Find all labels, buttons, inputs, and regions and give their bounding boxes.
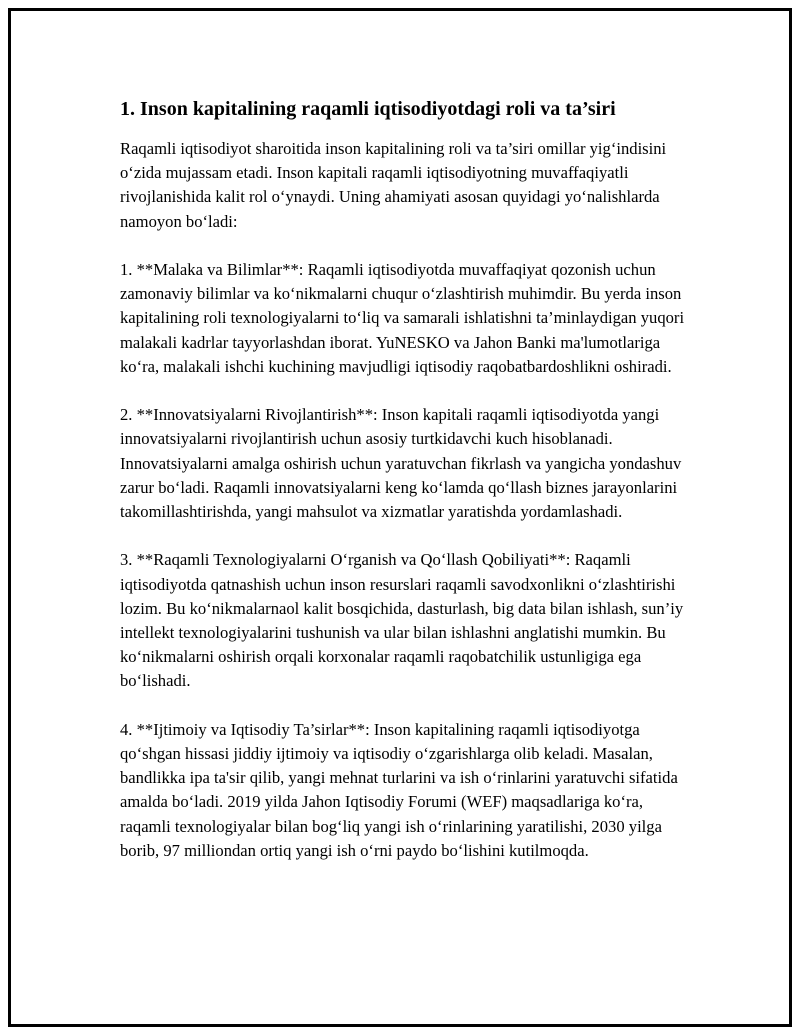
paragraph-digital-technologies: 3. **Raqamli Texnologiyalarni O‘rganish va Qo‘llash Qobiliyati**: Raqamli iqtisodiyotda qatnashish uchun inson resurslari raqamli savodxonlikni o‘zlashtirishi lozim. Bu ko‘nikmalarnaol kalit bosqichida, dasturlash, big data bilan ishlash, sun’iy intellekt texnologiyalarini tushunish va ular bilan ishlashni anglatishi mumkin. Bu ko‘nikmalarni oshirish orqali korxonalar raqamli raqobatchilik ustunligiga ega bo‘lishadi. bbox=[120, 550, 684, 691]
document-content bbox=[120, 97, 690, 863]
paragraph-social-economic-impact: 4. **Ijtimoiy va Iqtisodiy Ta’sirlar**: Inson kapitalining raqamli iqtisodiyotga qo‘shgan hissasi jiddiy ijtimoiy va iqtisodiy o‘zgarishlarga olib keladi. Masalan, bandlikka ipa ta'sir qilib, yangi mehnat turlarini va ish o‘rinlarini yaratuvchi sifatida amalda bo‘ladi. 2019 yilda Jahon Iqtisodiy Forumi (WEF) maqsadlariga ko‘ra, raqamli texnologiyalar bilan bog‘liq yangi ish o‘rinlarining yaratilishi, 2030 yilga borib, 97 milliondan ortiq yangi ish o‘rni paydo bo‘lishini kutilmoqda. bbox=[120, 719, 678, 860]
paragraph-skills-knowledge: 1. **Malaka va Bilimlar**: Raqamli iqtisodiyotda muvaffaqiyat qozonish uchun zamonaviy bilimlar va ko‘nikmalarni chuqur o‘zlashtirish muhimdir. Bu yerda inson kapitalining roli texnologiyalarni to‘liq va samarali ishlatishni ta’minlaydigan yuqori malakali kadrlar tayyorlashdan iborat. YuNESKO va Jahon Banki ma'lumotlariga ko‘ra, malakali ishchi kuchining mavjudligi iqtisodiy raqobatbardoshlikni oshiradi. bbox=[120, 260, 685, 376]
intro-paragraph: Raqamli iqtisodiyot sharoitida inson kapitalining roli va ta’siri omillar yig‘indisini o‘zida mujassam etadi. Inson kapitali raqamli iqtisodiyotning muvaffaqiyatli rivojlanishida kalit rol o‘ynaydi. Uning ahamiyati asosan quyidagi yo‘nalishlarda namoyon bo‘ladi: bbox=[120, 139, 667, 231]
document-page bbox=[8, 8, 792, 1027]
section-heading: 1. Inson kapitalining raqamli iqtisodiyotdagi roli va ta’siri bbox=[120, 98, 616, 120]
paragraph-innovation: 2. **Innovatsiyalarni Rivojlantirish**: Inson kapitali raqamli iqtisodiyotda yangi innovatsiyalarni rivojlantirish uchun asosiy turtkidavchi kuch hisoblanadi. Innovatsiyalarni amalga oshirish uchun yaratuvchan fikrlash va yangicha yondashuv zarur bo‘ladi. Raqamli innovatsiyalarni keng ko‘lamda qo‘llash biznes jarayonlarini takomillashtirishda, yangi mahsulot va xizmatlar yaratishda yordamlashadi. bbox=[120, 405, 682, 522]
